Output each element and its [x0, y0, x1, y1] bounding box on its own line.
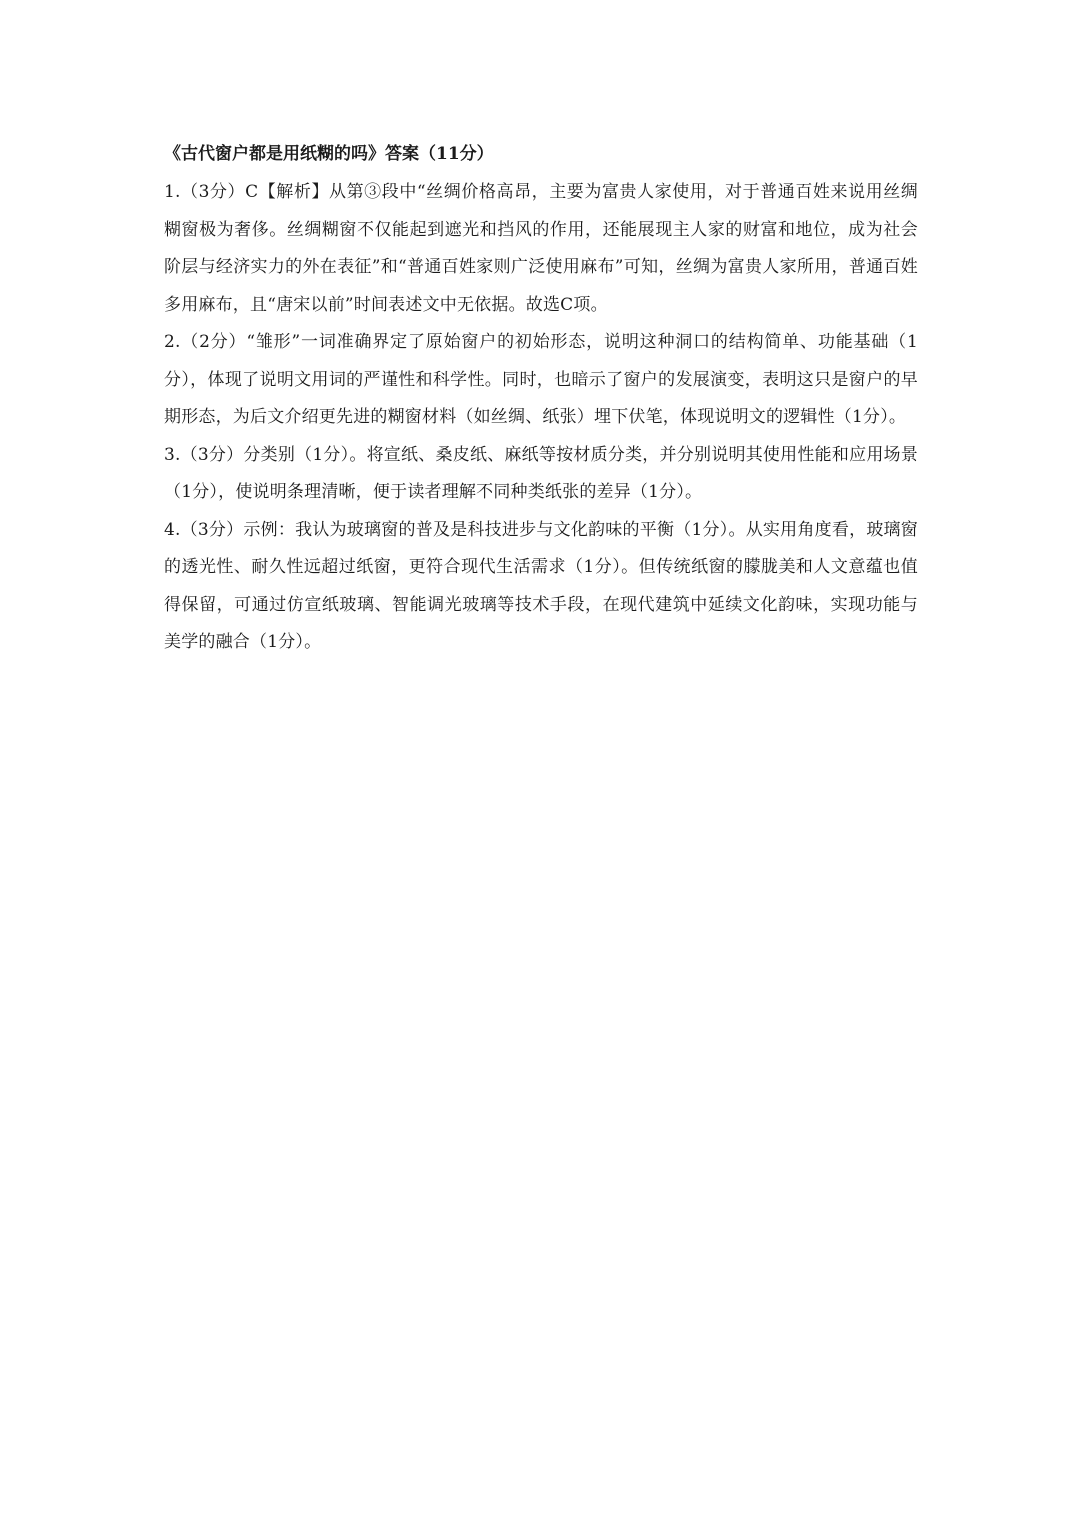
answer-content [164, 140, 918, 662]
document-title: 《古代窗户都是用纸糊的吗》答案（11分） [164, 144, 494, 164]
answer-item-1: 1.（3分）C【解析】从第③段中“丝绸价格高昂，主要为富贵人家使用，对于普通百姓来说用丝绸糊窗极为奢侈。丝绸糊窗不仅能起到遮光和挡风的作用，还能展现主人家的财富和地位，成为社会阶层与经济实力的外在表征”和“普通百姓家则广泛使用麻布”可知，丝绸为富贵人家所用，普通百姓多用麻布，且“唐宋以前”时间表述文中无依据。故选C项。 [164, 182, 918, 315]
answer-item-4: 4.（3分）示例：我认为玻璃窗的普及是科技进步与文化韵味的平衡（1分）。从实用角度看，玻璃窗的透光性、耐久性远超过纸窗，更符合现代生活需求（1分）。但传统纸窗的朦胧美和人文意蕴也值得保留，可通过仿宣纸玻璃、智能调光玻璃等技术手段，在现代建筑中延续文化韵味，实现功能与美学的融合（1分）。 [164, 519, 918, 652]
answer-item-2: 2.（2分）“雏形”一词准确界定了原始窗户的初始形态，说明这种洞口的结构简单、功能基础（1分），体现了说明文用词的严谨性和科学性。同时，也暗示了窗户的发展演变，表明这只是窗户的早期形态，为后文介绍更先进的糊窗材料（如丝绸、纸张）埋下伏笔，体现说明文的逻辑性（1分）。 [164, 332, 918, 427]
answer-item-3: 3.（3分）分类别（1分）。将宣纸、桑皮纸、麻纸等按材质分类，并分别说明其使用性能和应用场景（1分），使说明条理清晰，便于读者理解不同种类纸张的差异（1分）。 [164, 444, 918, 502]
